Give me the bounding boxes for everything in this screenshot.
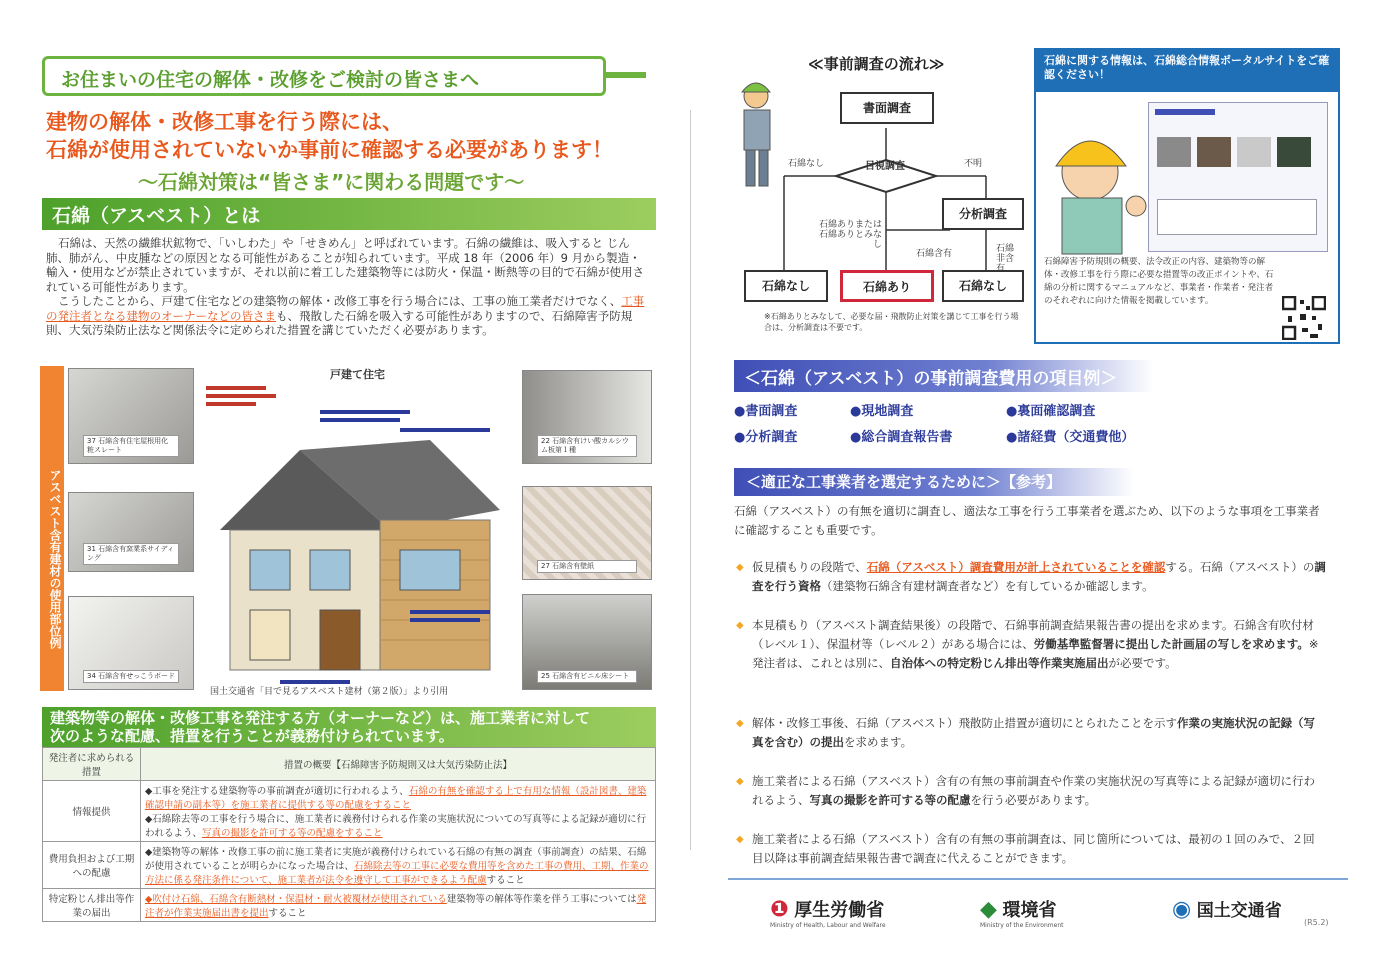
- flow-label-none: 石綿なし: [788, 159, 825, 169]
- gypsum-board-photo: [68, 596, 194, 690]
- page-divider: [690, 110, 691, 850]
- right-page: [728, 48, 1348, 948]
- bullet-text: 施工業者による石綿（アスベスト）含有の有無の事前調査や作業の実施状況の写真等による記録が適切に行われるよう、: [752, 774, 1316, 807]
- table-row-head: 情報提供: [43, 781, 141, 842]
- bullet-text: 解体・改修工事後、石綿（アスベスト）飛散防止措置が適切にとられたことを示す: [752, 716, 1178, 730]
- bullet-diamond-icon: ◆: [736, 834, 744, 845]
- mhlw-logo: [770, 896, 886, 929]
- portal-heading: 石綿に関する情報は、石綿総合情報ポータルサイトをご確認ください！: [1036, 50, 1338, 92]
- worker-illustration: [1042, 96, 1152, 256]
- cell-highlight: 写真の撮影を許可する等の配慮をすること: [202, 828, 383, 839]
- audience-text: お住まいの住宅の解体・改修をご検討の皆さまへ: [61, 69, 480, 91]
- result-none-left-box: 石綿なし: [744, 270, 828, 302]
- mlit-logo: [1172, 896, 1282, 922]
- table-row-head: 費用負担および工期への配慮: [43, 842, 141, 889]
- table-row: [43, 842, 656, 889]
- cost-item: ●書面調査: [734, 404, 798, 419]
- left-page: [38, 50, 658, 950]
- cell-text: 建築物等の解体等作業を伴う工事については: [446, 894, 637, 905]
- bullet-diamond-icon: ◆: [736, 620, 744, 631]
- bullet-text: 施工業者による石綿（アスベスト）含有の有無の事前調査は、同じ箇所については、最初の１回のみで、２回目以降は事前調査結果報告書で調査に代えることができます。: [752, 832, 1315, 865]
- roof-slate-photo: [68, 368, 194, 464]
- cell-highlight: 石綿の有無を確認する上で有用な情報（設計図書、建築確認申請の副本等）を施工業者に提供する等の配慮をすること: [145, 786, 647, 811]
- flow-label-not-contains: 石綿非含有: [996, 244, 1015, 274]
- cost-item: ●裏面確認調査: [1006, 404, 1096, 419]
- owner-responsibility-paragraph: [46, 294, 652, 338]
- cell-text: ◆建築物等の解体・改修工事の前に施工業者に実施が義務付けられている石綿の有無の調査（事前調査）の結果、石綿が使用されていることが明らかになった場合は、: [145, 847, 647, 872]
- house-illustration: [200, 366, 510, 697]
- table-cell: [141, 842, 656, 889]
- para-text: こうしたことから、戸建て住宅などの建築物の解体・改修工事を行う場合には、工事の施工業者だけでなく、: [58, 294, 622, 308]
- bullet-diamond-icon: ◆: [736, 718, 744, 729]
- cell-text: ◆工事を発注する建築物等の事前調査が適切に行われるよう、: [145, 786, 409, 797]
- audience-banner: [42, 56, 606, 96]
- table-row: [43, 889, 656, 922]
- contractor-selection-intro: 石綿（アスベスト）の有無を適切に調査し、適法な工事を行う工事業者を選ぶため、以下のような事項を工事業者に確認することも重要です。: [734, 504, 1320, 537]
- bullet-emphasis: 労働基準監督署に提出した計画届の写しを求めます。: [1033, 637, 1309, 651]
- cost-item: ●分析調査: [734, 430, 798, 445]
- qr-code-icon: [1282, 296, 1326, 340]
- flow-label-contains: 石綿含有: [916, 249, 953, 259]
- material-usage-band: アスベスト含有建材の使用部位例: [40, 366, 64, 691]
- vinyl-floor-photo: [522, 594, 652, 690]
- cost-items-title: ＜石綿（アスベスト）の事前調査費用の項目例＞: [734, 360, 1154, 392]
- para-highlight: 工事の発注者となる建物のオーナーなどの皆さま: [46, 294, 645, 323]
- contractor-selection-title: ＜適正な工事業者を選定するために＞【参考】: [734, 468, 1134, 496]
- bullet-text: する。石綿（アスベスト）の: [1165, 560, 1315, 574]
- table-header-row: [43, 748, 656, 781]
- env-english: Ministry of the Environment: [980, 922, 1064, 929]
- table-row: [43, 781, 656, 842]
- checklist-item: [736, 558, 1326, 596]
- bullet-text: を行う必要があります。: [970, 793, 1097, 807]
- photo-caption: 31 石綿含有窯業系サイディング: [83, 543, 179, 565]
- obligation-banner: [42, 707, 656, 747]
- bullet-emphasis: 調査を行う資格: [752, 560, 1326, 593]
- bullet-highlight: 石綿（アスベスト）調査費用が計上されていることを確認: [866, 560, 1166, 574]
- visual-survey-label: 目視調査: [865, 161, 905, 172]
- photo-caption: 25 石綿含有ビニル床シート: [537, 670, 637, 683]
- cell-text: すること: [268, 908, 307, 919]
- cost-item: ●総合調査報告書: [850, 430, 953, 445]
- wallpaper-photo: [522, 486, 652, 580]
- obligation-line-1: 建築物等の解体・改修工事を発注する方（オーナーなど）は、施工業者に対して: [50, 709, 591, 727]
- mhlw-name: 厚生労働省: [794, 900, 885, 921]
- bullet-emphasis: 自治体への特定粉じん排出等作業実施届出: [890, 656, 1109, 670]
- headline-tagline: ～石綿対策は“皆さま”に関わる問題です～: [138, 170, 525, 194]
- cost-item: ●諸経費（交通費他）: [1006, 430, 1135, 445]
- cell-highlight: 石綿除去等の工事に必要な費用等を含めた工事の費用、工期、作業の方法に係る発注条件について、施工業者が法令を遵守して工事ができるよう配慮: [145, 861, 649, 886]
- flow-note: ※石綿ありとみなして、必要な届・飛散防止対策を講じて工事を行う場合は、分析調査は不要です。: [764, 312, 1019, 332]
- flow-title: ≪事前調査の流れ≫: [808, 55, 945, 73]
- audience-banner-tail: [606, 72, 646, 78]
- analysis-survey-box: 分析調査: [942, 198, 1024, 230]
- table-col-header: 発注者に求められる措置: [43, 748, 141, 781]
- document-survey-box: 書面調査: [840, 92, 934, 124]
- flow-label-unknown: 不明: [964, 159, 983, 169]
- env-name: 環境省: [1002, 900, 1057, 921]
- checklist-item: [736, 830, 1326, 868]
- house-drawing: [200, 380, 510, 690]
- bullet-diamond-icon: ◆: [736, 562, 744, 573]
- portal-website-screenshot: [1148, 102, 1328, 252]
- checklist-item: [736, 714, 1326, 752]
- cell-highlight: 発注者が作業実施届出書を提出: [145, 894, 647, 919]
- cell-highlight: ◆吹付け石綿、石綿含有断熱材・保温材・耐火被覆材が使用されている: [145, 894, 447, 905]
- bullet-text: 仮見積もりの段階で、: [752, 560, 867, 574]
- table-cell: [141, 889, 656, 922]
- env-mark-icon: ◆: [980, 897, 997, 922]
- headline-line-1: 建物の解体・改修工事を行う際には、: [46, 110, 403, 134]
- photo-caption: 37 石綿含有住宅屋根用化粧スレート: [83, 435, 179, 457]
- house-source-note: 国土交通省「目で見るアスベスト建材（第２版）」より引用: [210, 687, 449, 697]
- checklist-item: [736, 772, 1326, 810]
- calcium-silicate-photo: [522, 370, 652, 464]
- result-none-right-box: 石綿なし: [942, 270, 1024, 302]
- table-cell: [141, 781, 656, 842]
- asbestos-description: 石綿は、天然の繊維状鉱物で、「いしわた」や「せきめん」と呼ばれています。石綿の繊維は、吸入すると じん肺、肺がん、中皮腫などの原因となる可能性があることが知られています。平成 18 年（2006 年）9 月から製造・輸入・使用などが禁止されていますが、それ以前に着工した建築物等には防火・保温・断熱等の目的で石綿が使用されている可能性があります。: [46, 236, 644, 294]
- photo-caption: 27 石綿含有壁紙: [537, 560, 637, 573]
- para-text: も、飛散した石綿を吸入する可能性がありますので、石綿障害予防規則、大気汚染防止法など関係法令に定められた措置を講じていただく必要があります。: [46, 308, 633, 337]
- bullet-text: ※発注者は、これとは別に、: [752, 637, 1319, 670]
- bullet-emphasis: 作業の実施状況の記録（写真を含む）の提出: [752, 716, 1316, 749]
- headline-line-2: 石綿が使用されていないか事前に確認する必要があります！: [46, 138, 613, 162]
- house-title: 戸建て住宅: [330, 368, 385, 381]
- measures-table: [42, 747, 656, 922]
- bullet-emphasis: 写真の撮影を許可する等の配慮: [809, 793, 971, 807]
- mlit-name: 国土交通省: [1196, 901, 1282, 921]
- cost-item: ●現地調査: [850, 404, 914, 419]
- mlit-mark-icon: ◉: [1172, 897, 1192, 922]
- photo-caption: 34 石綿含有せっこうボード: [83, 670, 179, 683]
- section-title-asbestos: 石綿（アスベスト）とは: [42, 198, 656, 230]
- cell-text: すること: [486, 875, 525, 886]
- checklist-item: [736, 616, 1326, 673]
- revision-code: (R5.2): [1304, 918, 1329, 927]
- flow-label-deemed: 石綿ありまたは石綿ありとみなし: [818, 220, 882, 250]
- photo-caption: 22 石綿含有けい酸カルシウム板第１種: [537, 435, 637, 457]
- bullet-text: を求めます。: [844, 735, 913, 749]
- mhlw-mark-icon: ❶: [770, 897, 789, 922]
- siding-photo: [68, 492, 194, 572]
- bullet-text: 本見積もり（アスベスト調査結果後）の段階で、石綿事前調査結果報告書の提出を求めます。石綿含有吹付材（レベル１）、保温材等（レベル２）がある場合には、: [752, 618, 1314, 651]
- mhlw-english: Ministry of Health, Labour and Welfare: [770, 922, 886, 929]
- env-logo: [980, 896, 1063, 929]
- table-col-header: 措置の概要【石綿障害予防規則又は大気汚染防止法】: [141, 748, 656, 781]
- bullet-text: （建築物石綿含有建材調査者など）を有しているか確認します。: [821, 579, 1154, 593]
- bullet-text: が必要です。: [1108, 656, 1177, 670]
- portal-description: 石綿障害予防規則の概要、法令改正の内容、建築物等の解体・改修工事を行う際に必要な措置等の改正ポイントや、石綿の分析に関するマニュアルなど、事業者・作業者・発注者のそれぞれに向けた情報を掲載しています。: [1044, 257, 1274, 306]
- footer-divider: [728, 878, 1348, 880]
- obligation-line-2: 次のような配慮、措置を行うことが義務付けられています。: [50, 727, 454, 745]
- portal-info-box: [1034, 48, 1340, 344]
- bullet-diamond-icon: ◆: [736, 776, 744, 787]
- result-present-box: 石綿あり: [840, 270, 934, 302]
- table-row-head: 特定粉じん排出等作業の届出: [43, 889, 141, 922]
- cell-text: ◆石綿除去等の工事を行う場合に、施工業者に義務付けられる作業の実施状況についての写真等による記録が適切に行われるよう、: [145, 814, 647, 839]
